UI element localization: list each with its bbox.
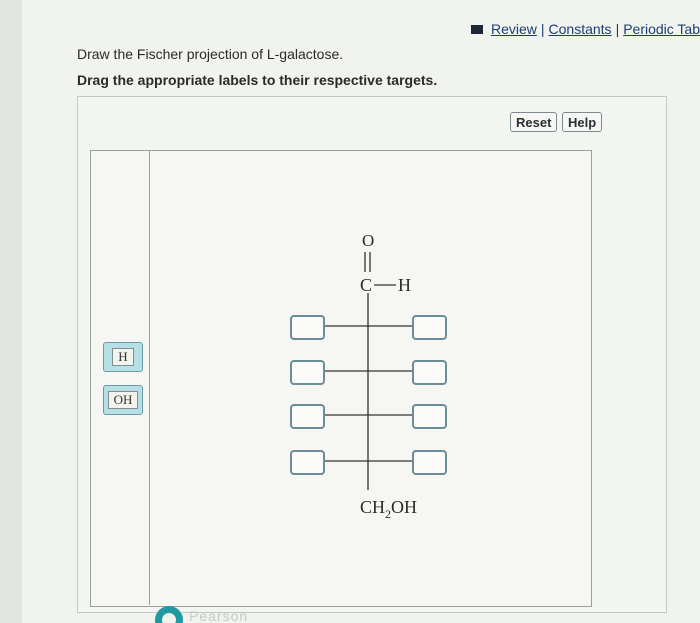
drop-target-c2-right[interactable] <box>412 315 447 340</box>
aldehyde-hydrogen: H <box>398 275 411 295</box>
reset-button[interactable]: Reset <box>510 112 557 132</box>
footer-branding <box>155 604 355 623</box>
subscript-2: 2 <box>385 507 392 521</box>
periodic-table-link[interactable]: Periodic Tab <box>623 21 700 37</box>
help-button[interactable]: Help <box>562 112 602 132</box>
drop-target-c5-left[interactable] <box>290 450 325 475</box>
pearson-brand-text: Pearson <box>189 608 249 623</box>
oh-text: OH <box>391 497 418 517</box>
question-instruction: Drag the appropriate labels to their respective targets. <box>77 72 438 88</box>
review-link[interactable]: Review <box>490 21 537 37</box>
bottom-group <box>360 497 417 521</box>
link-separator: | <box>540 21 545 37</box>
label-oh-text: OH <box>108 391 139 409</box>
drop-target-c2-left[interactable] <box>290 315 325 340</box>
drop-target-c5-right[interactable] <box>412 450 447 475</box>
drop-target-c3-right[interactable] <box>412 360 447 385</box>
question-prompt: Draw the Fischer projection of L-galactose. <box>77 46 344 62</box>
aldehyde-carbon: C <box>360 275 373 295</box>
drop-target-c4-right[interactable] <box>412 404 447 429</box>
carbonyl-oxygen: O <box>362 231 375 250</box>
constants-link[interactable]: Constants <box>548 21 612 37</box>
pearson-logo-icon <box>155 606 183 623</box>
link-separator: | <box>615 21 620 37</box>
drop-target-c4-left[interactable] <box>290 404 325 429</box>
label-h-text: H <box>112 348 133 366</box>
drop-target-c3-left[interactable] <box>290 360 325 385</box>
ch-text: CH <box>360 497 386 517</box>
